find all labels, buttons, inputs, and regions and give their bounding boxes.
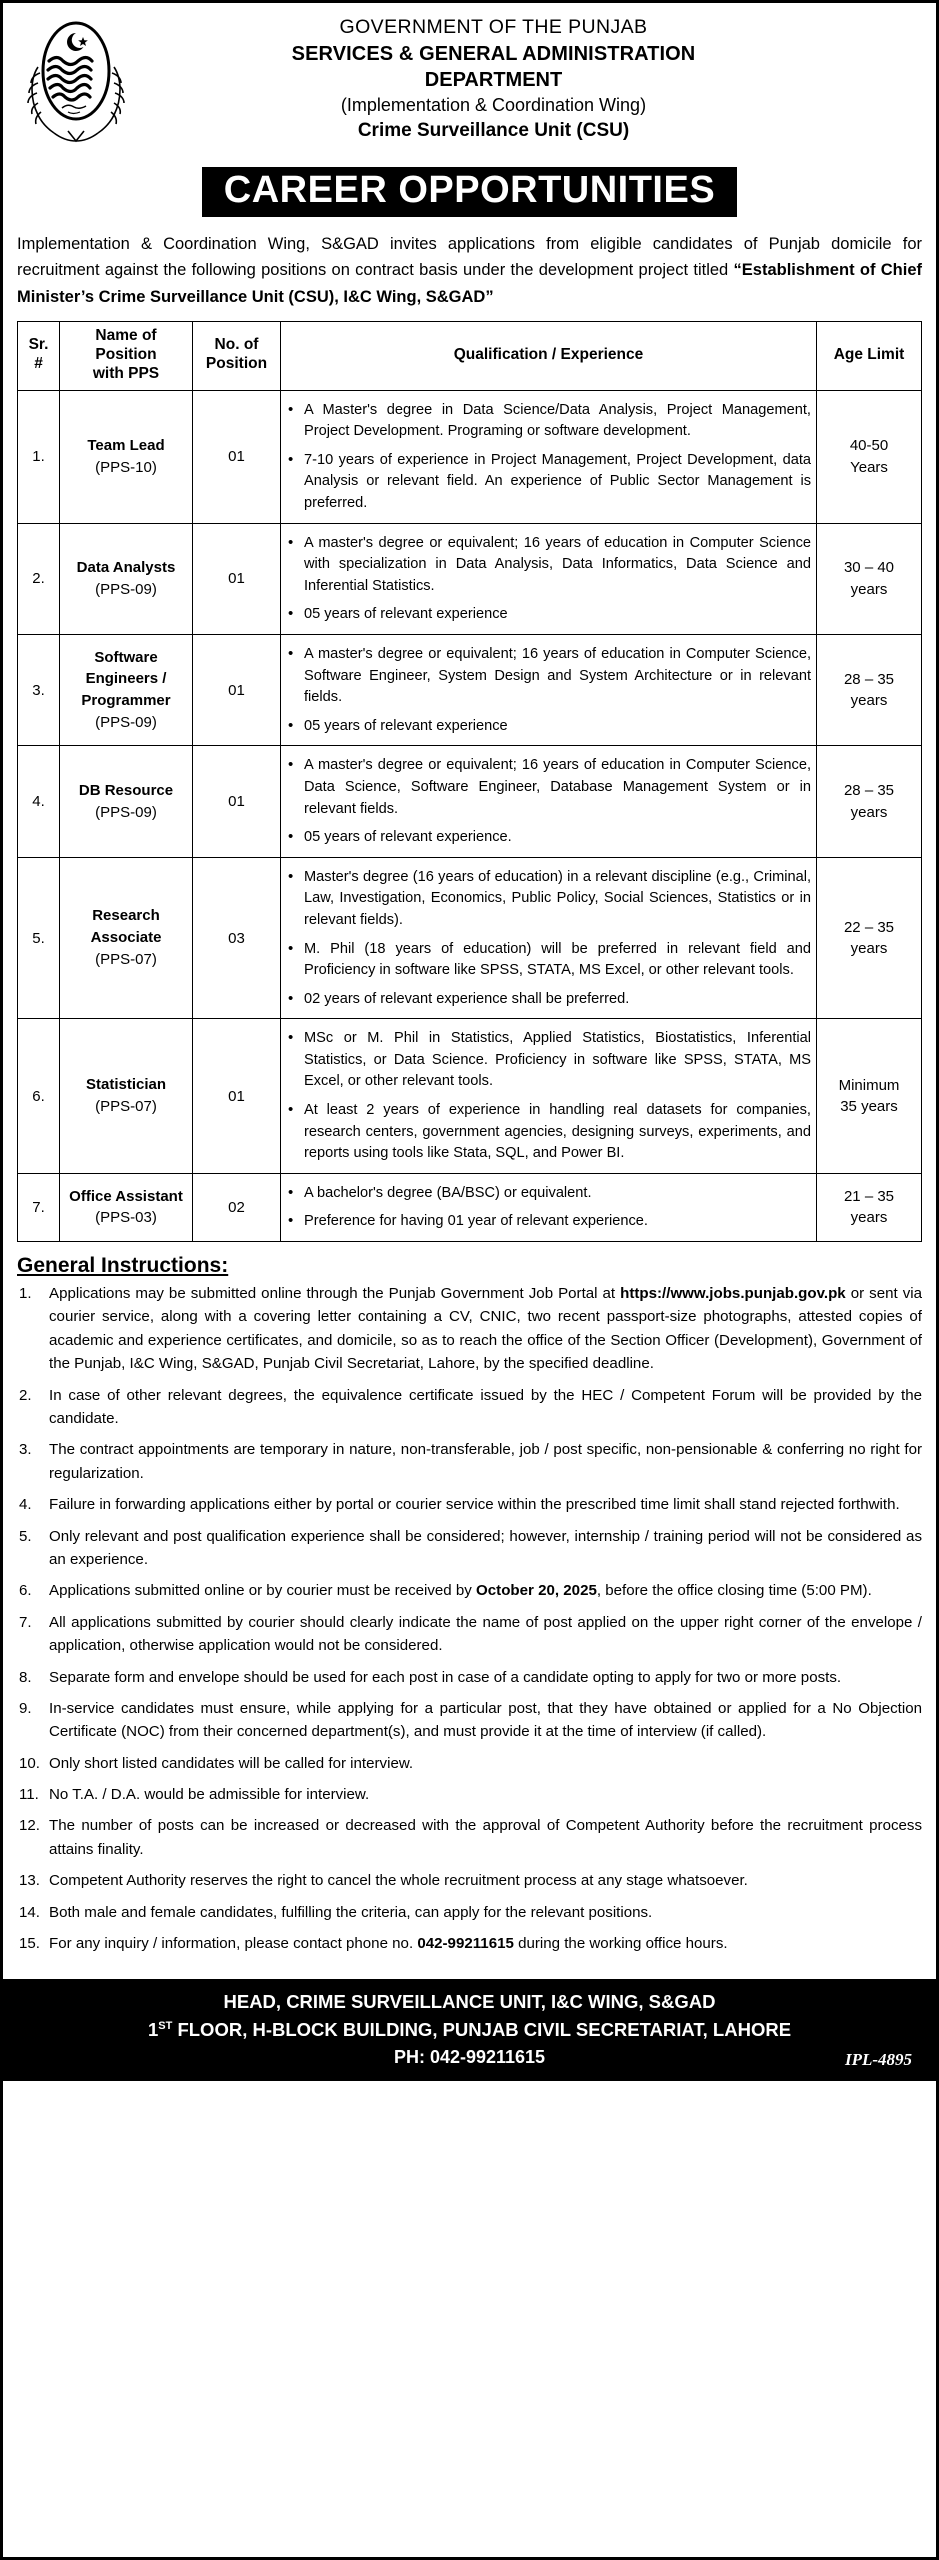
age-limit-line2: Years: [850, 458, 888, 476]
table-row: [18, 857, 922, 1019]
table-body: [18, 390, 922, 1241]
qualification-item: • A bachelor's degree (BA/BSC) or equivalent.: [286, 1183, 811, 1205]
cell-age-limit: [817, 1019, 922, 1174]
cell-age-limit: [817, 746, 922, 857]
wing-line: (Implementation & Coordination Wing): [340, 94, 647, 115]
instruction-text: Both male and female candidates, fulfilling the criteria, can apply for the relevant positions.: [49, 1903, 653, 1921]
qualification-item: • A Master's degree in Data Science/Data Analysis, Project Management, Project Development. Programing or software development.: [286, 400, 811, 443]
position-pps: (PPS-07): [95, 1098, 157, 1116]
cell-serial: 7.: [18, 1173, 60, 1241]
cell-qualification: [281, 1019, 817, 1174]
instruction-item: [17, 1438, 922, 1485]
instruction-item: [17, 1783, 922, 1806]
instruction-text: In-service candidates must ensure, while applying for a particular post, that they have obtained or applied for a No Objection Certificate (NOC) from their concerned department(s), and must provide it at the time of interview (if called).: [49, 1699, 922, 1741]
age-limit-line2: years: [850, 940, 888, 957]
position-title: Software Engineers / Programmer: [81, 648, 171, 710]
position-pps: (PPS-09): [95, 803, 157, 821]
cell-qualification: [281, 1173, 817, 1241]
qualification-list: [286, 867, 811, 1011]
footer-phone-line: PH: 042-99211615: [393, 2046, 546, 2067]
position-title: Data Analysts: [76, 559, 176, 577]
instruction-text: Competent Authority reserves the right to cancel the whole recruitment process at any stage whatsoever.: [49, 1872, 748, 1890]
col-header-number-line1: No. of: [214, 336, 259, 354]
qualification-item: • 05 years of relevant experience.: [286, 827, 811, 849]
instruction-text: Applications submitted online or by courier must be received by: [49, 1582, 477, 1600]
instruction-text: , before the office closing time (5:00 PM).: [596, 1582, 872, 1600]
position-pps: (PPS-09): [95, 580, 157, 598]
qualification-item: • 05 years of relevant experience: [286, 604, 811, 626]
footer-address-rest: FLOOR, H-BLOCK BUILDING, PUNJAB CIVIL SECRETARIAT, LAHORE: [172, 2019, 792, 2041]
table-row: [18, 1173, 922, 1241]
col-header-sr-line2: #: [34, 355, 43, 373]
position-pps: (PPS-03): [95, 1209, 157, 1227]
qualification-list: [286, 1183, 811, 1233]
instruction-text: Only relevant and post qualification experience shall be considered; however, internship / training period will not be considered as an experience.: [49, 1527, 922, 1568]
qualification-item: • A master's degree or equivalent; 16 years of education in Computer Science, Data Science, Software Engineer, Database Management System or in relevant fields.: [286, 755, 811, 820]
qualification-item: • A master's degree or equivalent; 16 years of education in Computer Science, Software Engineer, System Design and System Architecture or in relevant fields.: [286, 644, 811, 709]
document-header: [3, 3, 936, 151]
col-header-qualification: Qualification / Experience: [281, 321, 817, 390]
qualification-item: • 05 years of relevant experience: [286, 716, 811, 738]
qualification-item: • Preference for having 01 year of relevant experience.: [286, 1211, 811, 1233]
instruction-text: Separate form and envelope should be used for each post in case of a candidate opting to apply for two or more posts.: [49, 1668, 842, 1686]
instruction-item: [17, 1579, 922, 1602]
col-header-number-line2: Position: [205, 355, 268, 373]
instruction-item: [17, 1697, 922, 1744]
instruction-emphasis: https://www.jobs.punjab.gov.pk: [620, 1285, 846, 1303]
position-pps: (PPS-09): [95, 713, 157, 731]
instruction-item: [17, 1493, 922, 1516]
instruction-item: [17, 1611, 922, 1658]
position-title: Office Assistant: [69, 1187, 183, 1205]
cell-number-of-positions: 03: [193, 857, 281, 1019]
table-head: [18, 321, 922, 390]
age-limit-line1: 28 – 35: [843, 670, 895, 688]
department-line-1: SERVICES & GENERAL ADMINISTRATION: [291, 43, 696, 66]
qualification-item: • MSc or M. Phil in Statistics, Applied Statistics, Biostatistics, Inferential Statistics, or Data Science. Proficiency in software like SPSS, STATA, MS Excel, or other relevant tools.: [286, 1028, 811, 1093]
instruction-text: The contract appointments are temporary in nature, non-transferable, job / post specific, non-pensionable & conferring no right for regularization.: [49, 1441, 922, 1482]
cell-position-name: [60, 634, 193, 745]
cell-serial: 1.: [18, 390, 60, 523]
instruction-item: [17, 1384, 922, 1431]
col-header-sr-line1: Sr.: [28, 336, 49, 354]
general-instructions-list: [3, 1282, 936, 1973]
instruction-item: [17, 1932, 922, 1955]
cell-age-limit: [817, 390, 922, 523]
instruction-item: [17, 1282, 922, 1376]
footer-head-line: HEAD, CRIME SURVEILLANCE UNIT, I&C WING, S&GAD: [223, 1991, 716, 2013]
age-limit-line1: 40-50: [849, 437, 889, 455]
qualification-item: • Master's degree (16 years of education) in a relevant discipline (e.g., Criminal, Law, Investigation, Economics, Public Policy, Social Sciences, Statistics or in relevant fields).: [286, 867, 811, 932]
instruction-item: [17, 1901, 922, 1924]
footer-floor-suffix: ST: [158, 2020, 173, 2032]
cell-serial: 6.: [18, 1019, 60, 1174]
punjab-government-crest-icon: [17, 13, 135, 145]
age-limit-line1: 30 – 40: [843, 559, 895, 577]
instruction-text: Failure in forwarding applications either by portal or courier service within the prescribed time limit shall stand rejected forthwith.: [49, 1496, 900, 1514]
cell-number-of-positions: 01: [193, 390, 281, 523]
qualification-list: [286, 533, 811, 626]
document-footer: [3, 1979, 936, 2081]
instruction-text: For any inquiry / information, please contact phone no.: [49, 1935, 418, 1953]
instruction-item: [17, 1814, 922, 1861]
cell-qualification: [281, 390, 817, 523]
intro-text: Implementation & Coordination Wing, S&GAD invites applications from eligible candidates of Punjab domicile for recruitment against the following positions on contract basis under the development project titled: [17, 234, 922, 280]
qualification-item: • 02 years of relevant experience shall be preferred.: [286, 989, 811, 1011]
age-limit-line2: years: [850, 803, 888, 821]
instruction-text: In case of other relevant degrees, the equivalence certificate issued by the HEC / Competent Forum will be provided by the candidate.: [49, 1386, 922, 1427]
cell-serial: 5.: [18, 857, 60, 1019]
qualification-item: • 7-10 years of experience in Project Management, Project Development, data Analysis or relevant field. An experience of Public Sector Management is preferred.: [286, 450, 811, 515]
position-title: Team Lead: [87, 436, 165, 454]
age-limit-line2: years: [850, 1209, 888, 1227]
cell-serial: 3.: [18, 634, 60, 745]
col-header-position-line1: Name of Position: [95, 326, 157, 363]
project-title: “Establishment of Chief Minister’s Crime Surveillance Unit (CSU), I&C Wing, S&GAD”: [17, 261, 922, 307]
cell-age-limit: [817, 634, 922, 745]
general-instructions-heading: General Instructions:: [17, 1254, 229, 1278]
cell-qualification: [281, 857, 817, 1019]
col-header-position: [60, 321, 193, 390]
col-header-position-line2: with PPS: [92, 364, 160, 382]
instruction-text: All applications submitted by courier should clearly indicate the name of post applied on the upper right corner of the envelope / application, otherwise application would not be considered.: [49, 1613, 922, 1655]
unit-line: Crime Surveillance Unit (CSU): [357, 119, 630, 141]
col-header-age: Age Limit: [817, 321, 922, 390]
department-line-2: DEPARTMENT: [424, 69, 563, 92]
instruction-item: [17, 1752, 922, 1775]
footer-address-line: [19, 2016, 920, 2044]
col-header-sr: [18, 321, 60, 390]
cell-age-limit: [817, 523, 922, 634]
title-section: [3, 167, 936, 217]
instruction-text: The number of posts can be increased or decreased with the approval of Competent Authority before the recruitment process attains finality.: [49, 1817, 922, 1858]
cell-number-of-positions: 01: [193, 634, 281, 745]
intro-paragraph: [3, 231, 936, 321]
instruction-item: [17, 1666, 922, 1689]
cell-number-of-positions: 01: [193, 523, 281, 634]
age-limit-line1: 21 – 35: [843, 1188, 895, 1206]
ipl-reference-number: IPL-4895: [844, 2049, 912, 2069]
qualification-item: • M. Phil (18 years of education) will be preferred in relevant field and Proficiency in software like SPSS, STATA, MS Excel, or other relevant tools.: [286, 939, 811, 982]
qualification-list: [286, 400, 811, 515]
instruction-emphasis: October 20, 2025: [476, 1582, 597, 1600]
col-header-number: [193, 321, 281, 390]
instruction-item: [17, 1869, 922, 1892]
header-titles: [135, 15, 922, 142]
age-limit-line1: 22 – 35: [843, 918, 895, 936]
cell-serial: 2.: [18, 523, 60, 634]
instruction-item: [17, 1525, 922, 1572]
age-limit-line2: years: [850, 692, 888, 710]
qualification-item: • A master's degree or equivalent; 16 years of education in Computer Science with specialization in Data Analysis, Data Informatics, Data Science and Inferential Statistics.: [286, 533, 811, 598]
age-limit-line1: Minimum: [838, 1076, 900, 1094]
qualification-list: [286, 1028, 811, 1165]
page-title: CAREER OPPORTUNITIES: [202, 167, 737, 217]
qualification-list: [286, 644, 811, 737]
position-title: Research Associate: [90, 907, 162, 947]
cell-qualification: [281, 746, 817, 857]
table-row: [18, 1019, 922, 1174]
position-title: Statistician: [85, 1076, 167, 1094]
cell-age-limit: [817, 857, 922, 1019]
instruction-text: Only short listed candidates will be called for interview.: [49, 1754, 414, 1772]
cell-number-of-positions: 01: [193, 746, 281, 857]
table-row: [18, 634, 922, 745]
position-pps: (PPS-07): [95, 950, 157, 968]
cell-qualification: [281, 523, 817, 634]
table-header-row: [18, 321, 922, 390]
cell-position-name: [60, 1173, 193, 1241]
table-row: [18, 523, 922, 634]
position-pps: (PPS-10): [95, 458, 157, 476]
cell-qualification: [281, 634, 817, 745]
cell-number-of-positions: 02: [193, 1173, 281, 1241]
cell-serial: 4.: [18, 746, 60, 857]
age-limit-line2: years: [850, 580, 888, 598]
table-row: [18, 390, 922, 523]
cell-position-name: [60, 523, 193, 634]
govt-line: GOVERNMENT OF THE PUNJAB: [339, 16, 648, 39]
instruction-text: No T.A. / D.A. would be admissible for interview.: [49, 1786, 370, 1804]
instruction-text: Applications may be submitted online through the Punjab Government Job Portal at: [49, 1285, 621, 1303]
age-limit-line2: 35 years: [840, 1098, 898, 1116]
cell-age-limit: [817, 1173, 922, 1241]
cell-position-name: [60, 1019, 193, 1174]
qualification-list: [286, 755, 811, 848]
position-title: DB Resource: [78, 781, 174, 799]
cell-position-name: [60, 746, 193, 857]
qualification-item: • At least 2 years of experience in handling real datasets for companies, research centers, government agencies, designing surveys, experiments, and reports using tools like Stata, SQL, and Power BI.: [286, 1100, 811, 1165]
age-limit-line1: 28 – 35: [843, 782, 895, 800]
footer-floor-number: 1: [147, 2019, 159, 2041]
positions-table: [17, 321, 922, 1242]
instruction-text: during the working office hours.: [513, 1935, 728, 1953]
instruction-text: or sent via courier service, along with a covering letter containing a CV, CNIC, two recent passport-size photographs, attested copies of academic and experience certificates, and domicile, so as to reach the office of the Section Officer (Development), Government of the Punjab, I&C Wing, S&GAD, Punjab Civil Secretariat, Lahore, by the specified deadline.: [49, 1285, 922, 1373]
instruction-emphasis: 042-99211615: [417, 1935, 514, 1953]
cell-number-of-positions: 01: [193, 1019, 281, 1174]
table-row: [18, 746, 922, 857]
cell-position-name: [60, 390, 193, 523]
cell-position-name: [60, 857, 193, 1019]
